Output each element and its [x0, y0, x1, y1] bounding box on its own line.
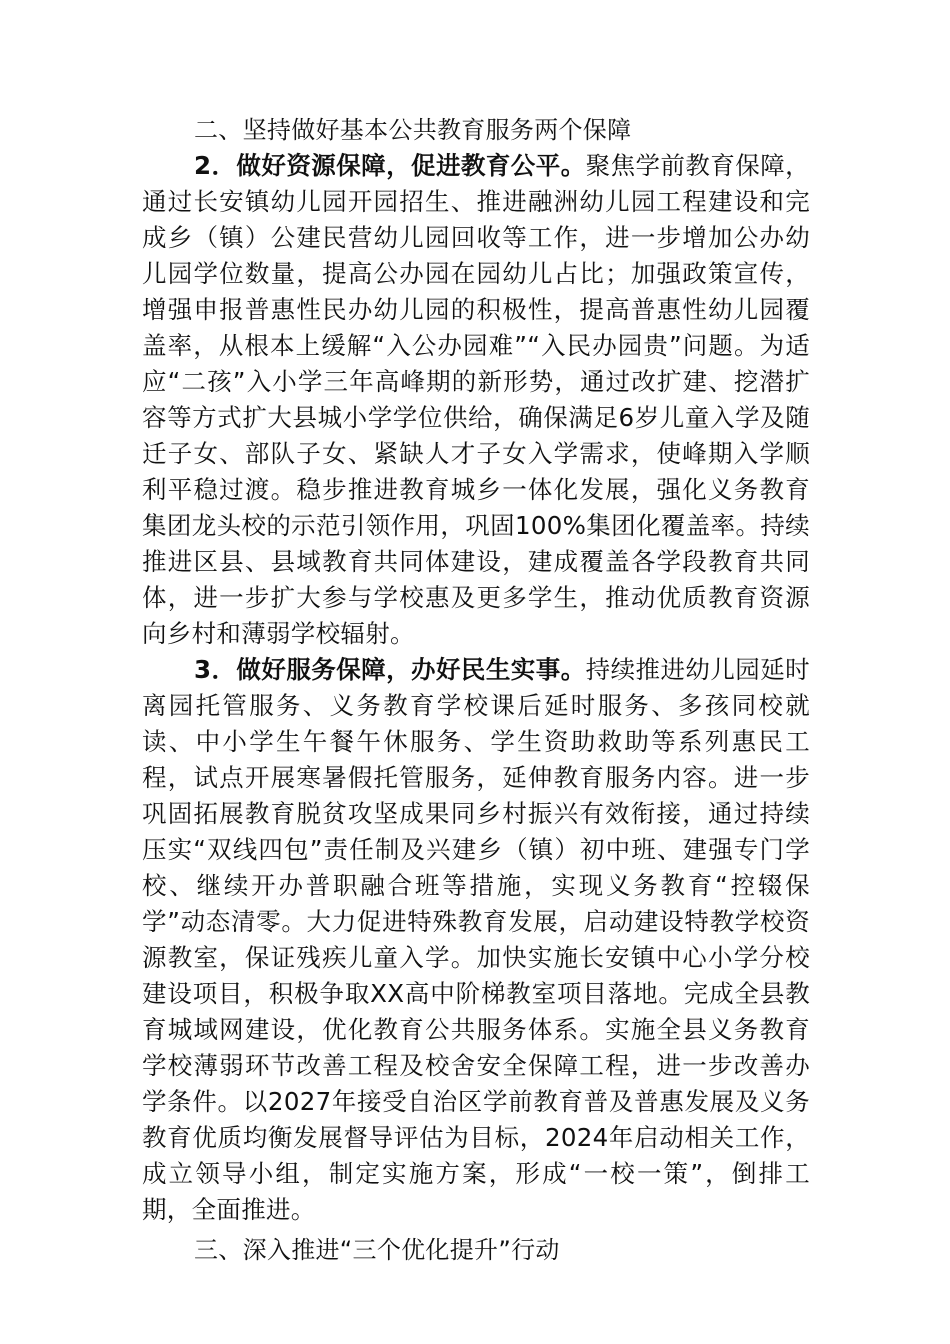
section-heading-2: 二、坚持做好基本公共教育服务两个保障: [194, 116, 632, 144]
paragraph-lead-resource: 2．做好资源保障，促进教育公平。: [194, 151, 586, 180]
paragraph-service-guarantee: [142, 652, 810, 1228]
document-body: [142, 112, 810, 1268]
paragraph-body-resource: 聚焦学前教育保障，通过长安镇幼儿园开园招生、推进融洲幼儿园工程建设和完成乡（镇）公建民营幼儿园回收等工作，进一步增加公办幼儿园学位数量，提高公办园在园幼儿占比；加强政策宣传，增强申报普惠性民办幼儿园的积极性，提高普惠性幼儿园覆盖率，从根本上缓解“入公办园难”“入民办园贵”问题。为适应“二孩”入小学三年高峰期的新形势，通过改扩建、挖潜扩容等方式扩大县城小学学位供给，确保满足6岁儿童入学及随迁子女、部队子女、紧缺人才子女入学需求，使峰期入学顺利平稳过渡。稳步推进教育城乡一体化发展，强化义务教育集团龙头校的示范引领作用，巩固100%集团化覆盖率。持续推进区县、县域教育共同体建设，建成覆盖各学段教育共同体，进一步扩大参与学校惠及更多学生，推动优质教育资源向乡村和薄弱学校辐射。: [142, 151, 810, 648]
paragraph-body-service: 持续推进幼儿园延时离园托管服务、义务教育学校课后延时服务、多孩同校就读、中小学生午餐午休服务、学生资助救助等系列惠民工程，试点开展寒暑假托管服务，延伸教育服务内容。进一步巩固拓展教育脱贫攻坚成果同乡村振兴有效衔接，通过持续压实“双线四包”责任制及兴建乡（镇）初中班、建强专门学校、继续开办普职融合班等措施，实现义务教育“控辍保学”动态清零。大力促进特殊教育发展，启动建设特教学校资源教室，保证残疾儿童入学。加快实施长安镇中心小学分校建设项目，积极争取XX高中阶梯教室项目落地。完成全县教育城域网建设，优化教育公共服务体系。实施全县义务教育学校薄弱环节改善工程及校舍安全保障工程，进一步改善办学条件。以2027年接受自治区学前教育普及普惠发展及义务教育优质均衡发展督导评估为目标，2024年启动相关工作，成立领导小组，制定实施方案，形成“一校一策”，倒排工期，全面推进。: [142, 655, 810, 1224]
section-heading-3: 三、深入推进“三个优化提升”行动: [194, 1236, 560, 1264]
paragraph-resource-guarantee: [142, 148, 810, 652]
paragraph-lead-service: 3．做好服务保障，办好民生实事。: [194, 655, 586, 684]
